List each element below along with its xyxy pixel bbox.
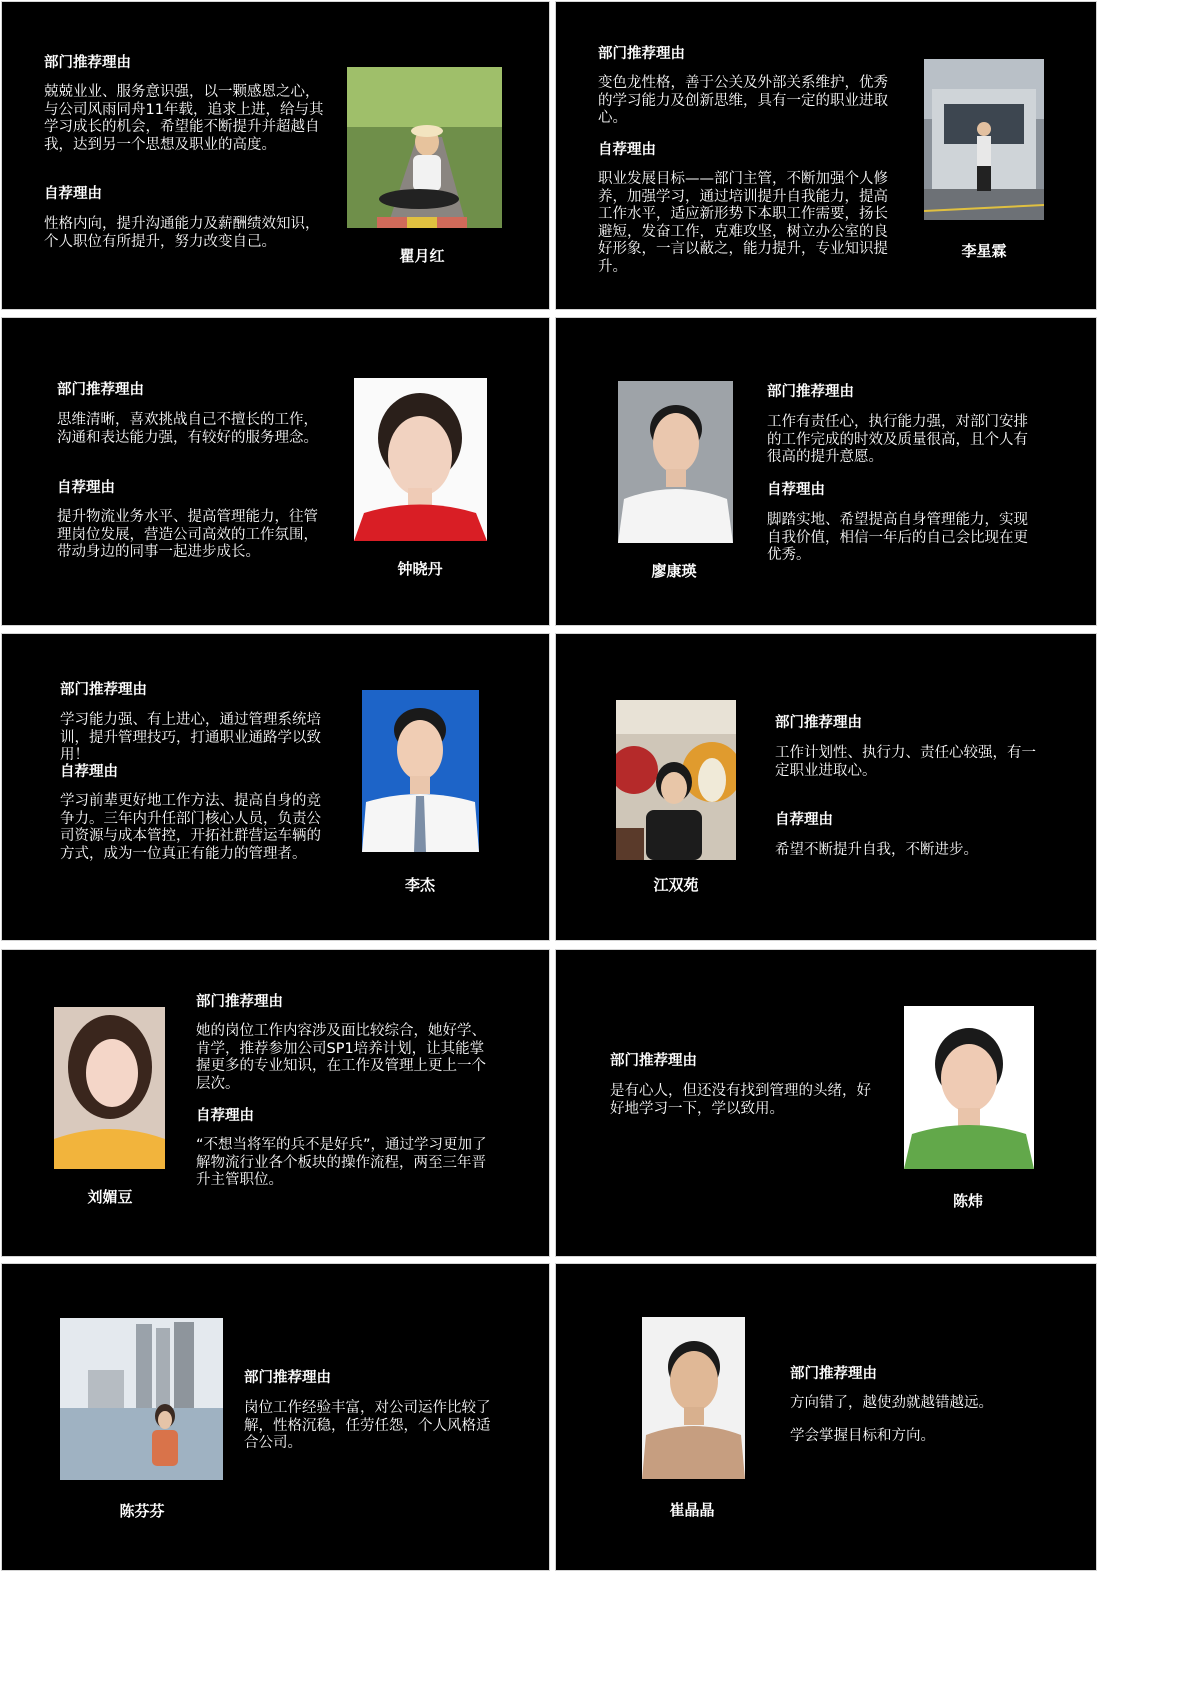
slide-card-5 [2,634,549,940]
dept-reason-text: 是有心人，但还没有找到管理的头绪，好好地学习一下，学以致用。 [610,1083,871,1117]
dept-reason-text: 她的岗位工作内容涉及面比较综合，她好学、肯学，推荐参加公司SP1培养计划，让其能掌握更多的专业知识，在工作及管理上更上一个层次。 [196,1023,486,1092]
self-reason-text: 学习前辈更好地工作方法、提高自身的竞争力。三年内升任部门核心人员，负责公司资源与成本管控，开拓社群营运车辆的方式，成为一位真正有能力的管理者。 [60,793,321,862]
portrait-photo [618,381,733,543]
person-name: 李星霖 [961,242,1007,260]
slide-card-9 [2,1264,549,1570]
self-reason-heading: 自荐理由 [44,186,102,202]
self-reason-text: 希望不断提升自我，不断进步。 [775,842,978,858]
person-name: 陈芬芬 [119,1502,165,1520]
portrait-photo [354,378,487,541]
portrait-photo [362,690,479,852]
person-name: 李杰 [404,876,435,894]
person-name: 钟晓丹 [397,560,443,578]
dept-reason-text: 变色龙性格，善于公关及外部关系维护，优秀的学习能力及创新思维，具有一定的职业进取心。 [598,75,888,126]
dept-reason-heading: 部门推荐理由 [60,682,147,698]
portrait-photo [904,1006,1034,1169]
self-reason-heading: 自荐理由 [60,764,118,780]
dept-reason-text: 工作计划性、执行力、责任心较强，有一定职业进取心。 [775,745,1036,779]
slide-card-6 [556,634,1096,940]
person-name: 廖康瑛 [651,562,697,580]
self-reason-heading: 自荐理由 [598,142,656,158]
dept-reason-heading: 部门推荐理由 [196,994,283,1010]
person-name: 崔晶晶 [669,1501,715,1519]
slide-card-2 [556,2,1096,309]
dept-reason-text: 岗位工作经验丰富，对公司运作比较了解，性格沉稳，任劳任怨，个人风格适合公司。 [244,1400,491,1451]
portrait-photo [54,1007,165,1169]
slide-card-10 [556,1264,1096,1570]
dept-reason-line-2: 学会掌握目标和方向。 [790,1428,935,1444]
portrait-photo [642,1317,745,1479]
self-reason-text: 脚踏实地、希望提高自身管理能力，实现自我价值，相信一年后的自己会比现在更优秀。 [767,512,1028,563]
dept-reason-text: 思维清晰，喜欢挑战自己不擅长的工作，沟通和表达能力强，有较好的服务理念。 [57,412,318,446]
dept-reason-heading: 部门推荐理由 [775,715,862,731]
portrait-photo [60,1318,223,1480]
person-name: 瞿月红 [399,247,445,265]
dept-reason-text: 工作有责任心，执行能力强，对部门安排的工作完成的时效及质量很高，且个人有很高的提升意愿。 [767,414,1028,465]
slide-card-7 [2,950,549,1256]
portrait-photo [347,67,502,228]
slide-card-8 [556,950,1096,1256]
self-reason-text: “不想当将军的兵不是好兵”，通过学习更加了解物流行业各个板块的操作流程，两至三年晋升主管职位。 [196,1137,487,1188]
self-reason-text: 性格内向，提升沟通能力及薪酬绩效知识，个人职位有所提升，努力改变自己。 [44,216,320,250]
person-name: 刘媚豆 [87,1188,133,1206]
portrait-photo [924,59,1044,220]
self-reason-heading: 自荐理由 [196,1108,254,1124]
self-reason-heading: 自荐理由 [57,480,115,496]
slide-card-4 [556,318,1096,625]
dept-reason-heading: 部门推荐理由 [44,55,131,71]
portrait-photo [616,700,736,860]
self-reason-heading: 自荐理由 [775,812,833,828]
self-reason-heading: 自荐理由 [767,482,825,498]
dept-reason-text: 兢兢业业、服务意识强，以一颗感恩之心，与公司风雨同舟11年载，追求上进，给与其学习成长的机会，希望能不断提升并超越自我，达到另一个思想及职业的高度。 [44,84,324,153]
dept-reason-heading: 部门推荐理由 [598,46,685,62]
dept-reason-heading: 部门推荐理由 [57,382,144,398]
dept-reason-heading: 部门推荐理由 [790,1366,877,1382]
person-name: 江双苑 [653,876,699,894]
person-name: 陈炜 [952,1192,983,1210]
self-reason-text: 职业发展目标——部门主管，不断加强个人修养，加强学习，通过培训提升自我能力，提高工作水平，适应新形势下本职工作需要，扬长避短，发奋工作，克难攻坚，树立办公室的良好形象，一言以蔽之，能力提升，专业知识提升。 [598,171,888,275]
dept-reason-line-1: 方向错了，越使劲就越错越远。 [790,1395,993,1411]
dept-reason-heading: 部门推荐理由 [767,384,854,400]
dept-reason-heading: 部门推荐理由 [610,1053,697,1069]
self-reason-text: 提升物流业务水平、提高管理能力，往管理岗位发展，营造公司高效的工作氛围，带动身边的同事一起进步成长。 [57,509,318,560]
slide-card-1 [2,2,549,309]
dept-reason-text: 学习能力强、有上进心，通过管理系统培训，提升管理技巧，打通职业通路学以致用！ [60,712,321,763]
slide-card-3 [2,318,549,625]
dept-reason-heading: 部门推荐理由 [244,1370,331,1386]
